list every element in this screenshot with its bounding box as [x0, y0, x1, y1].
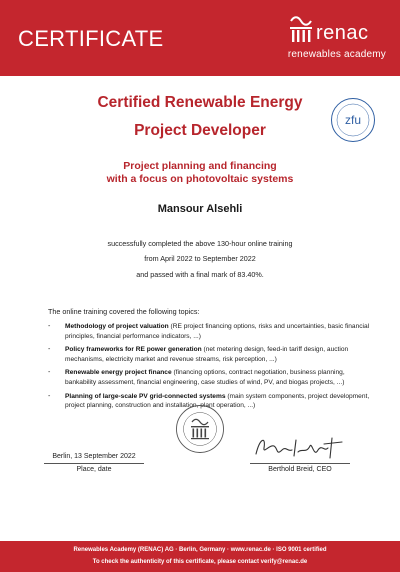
certificate-footer [0, 541, 400, 572]
certificate-subtitle-line-1: Project planning and financing [123, 160, 277, 172]
brand-subtitle: renewables academy [287, 49, 386, 60]
completion-statement: successfully completed the above 130-hour online training [107, 239, 293, 248]
training-period: from April 2022 to September 2022 [144, 254, 256, 263]
topic-item [48, 345, 370, 364]
topic-detail: (main system components, project development, project planning, construction and installation, plant operation, ...) [65, 392, 370, 410]
topic-detail: (net metering design, feed-in tariff design, auction mechanisms, electricity market and revenue streams, risk perception, ...) [65, 346, 349, 363]
certificate-header [0, 0, 400, 76]
topic-detail: (financing options, contract negotiation, business planning, bankability assessment, financial engineering, case studies of wind, PV, and biogas projects, ...) [65, 369, 345, 386]
signature-divider [250, 463, 350, 464]
certificate-heading: CERTIFICATE [18, 26, 164, 51]
final-mark: and passed with a final mark of 83.40%. [136, 270, 264, 279]
place-date-divider [44, 463, 144, 464]
footer-company-info: Renewables Academy (RENAC) AG · Berlin, Germany · www.renac.de · ISO 9001 certified [73, 547, 327, 553]
recipient-name: Mansour Alsehli [157, 203, 243, 215]
topic-bullet: - [48, 392, 51, 400]
brand-name: renac [316, 22, 369, 44]
topics-intro: The online training covered the following topics: [48, 307, 200, 316]
signer-name: Berthold Breid, CEO [268, 466, 332, 473]
certificate-title-line-2: Project Developer [134, 122, 266, 139]
topic-heading: Policy frameworks for RE power generation [65, 346, 202, 354]
topic-heading: Methodology of project valuation [65, 323, 169, 330]
certificate-subtitle-line-2: with a focus on photovoltaic systems [106, 173, 294, 185]
place-date-label: Place, date [76, 466, 112, 473]
zfu-seal-icon [330, 97, 376, 143]
certificate-title-line-1: Certified Renewable Energy [97, 94, 303, 111]
footer-verification: To check the authenticity of this certificate, please contact verify@renac.de [92, 559, 308, 565]
topic-bullet: - [48, 369, 51, 377]
academy-seal-icon [175, 404, 225, 454]
topic-bullet: - [48, 346, 51, 354]
topic-item [48, 368, 370, 387]
topic-item [48, 322, 370, 341]
topics-list [48, 322, 370, 415]
topic-bullet: - [48, 323, 51, 330]
renac-logo [276, 12, 386, 62]
zfu-seal-text: zfu [344, 113, 362, 127]
ceo-signature [252, 432, 348, 462]
place-date: Berlin, 13 September 2022 [52, 453, 136, 460]
topic-heading: Renewable energy project finance [65, 369, 172, 377]
topic-heading: Planning of large-scale PV grid-connected systems [65, 392, 226, 400]
renac-column-icon [288, 16, 314, 46]
topic-detail: (RE project financing options, risks and uncertainties, basic financial principles, financial performance indicators, ...) [65, 323, 370, 340]
